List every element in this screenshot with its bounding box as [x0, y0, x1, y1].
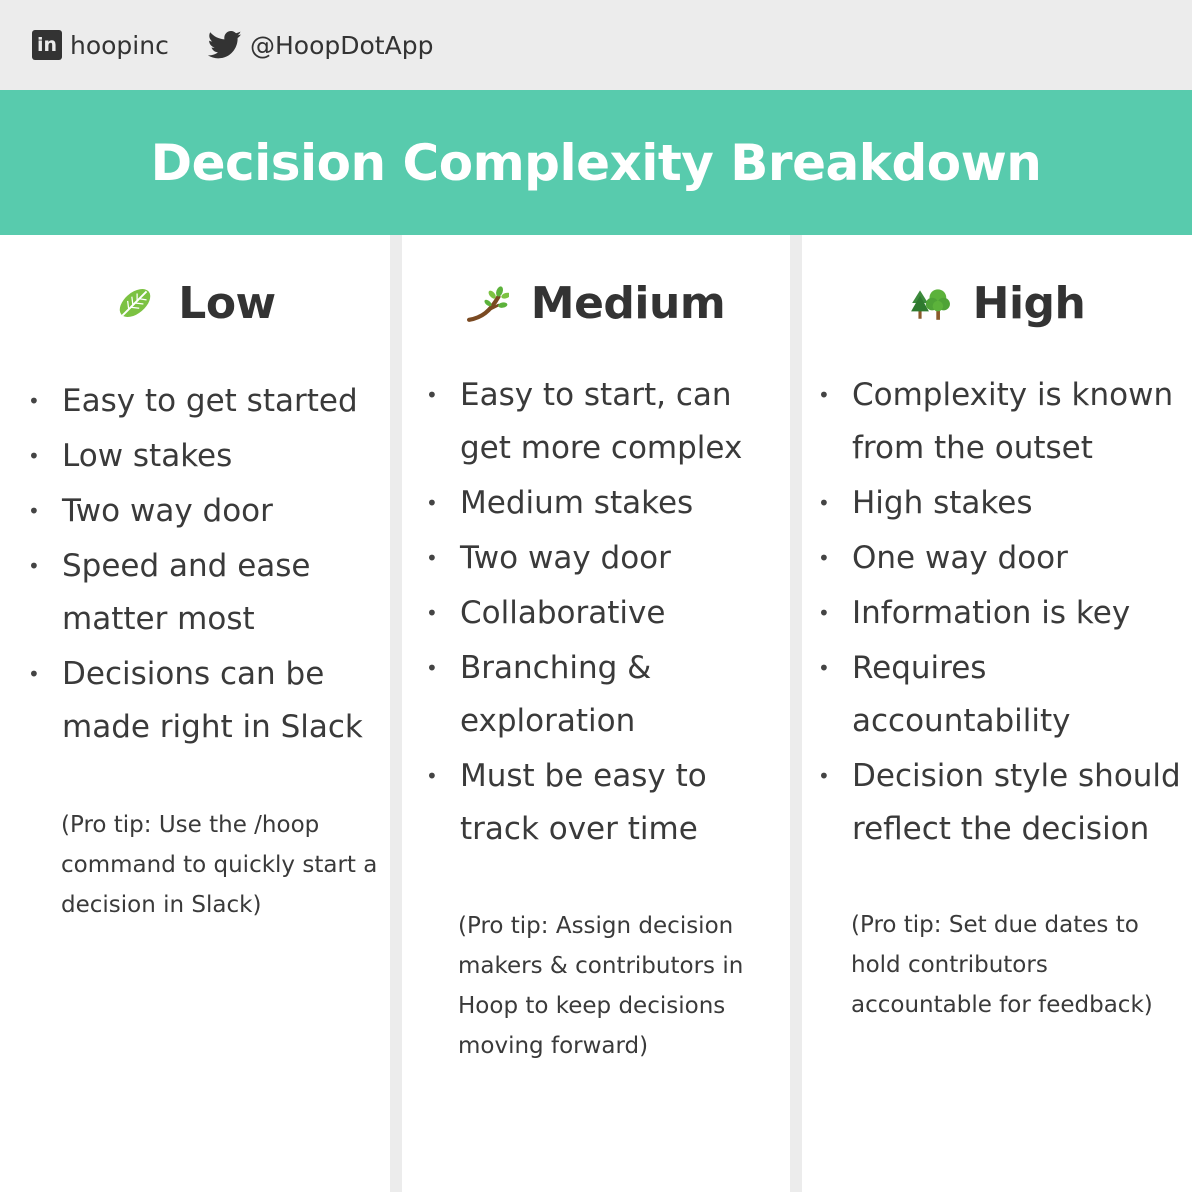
column-heading: Low [178, 277, 276, 329]
trees-icon [909, 282, 951, 324]
list-item: • Decision style should reflect the decision [818, 750, 1188, 856]
list-item: • Speed and ease matter most [28, 540, 378, 646]
column-header [0, 275, 390, 331]
twitter-icon [208, 30, 242, 60]
column-header [402, 275, 790, 331]
points-list [426, 369, 778, 858]
list-item: • Two way door [28, 485, 378, 538]
column-high [802, 235, 1192, 1192]
pro-tip: (Pro tip: Assign decision makers & contributors in Hoop to keep decisions moving forward) [458, 913, 744, 1059]
list-item: • Must be easy to track over time [426, 750, 778, 856]
twitter-link[interactable] [208, 28, 433, 62]
leaf-icon [114, 282, 156, 324]
list-item: • Easy to start, can get more complex [426, 369, 778, 475]
branch-icon [467, 282, 509, 324]
list-item: • Two way door [426, 532, 778, 585]
column-header [802, 275, 1192, 331]
column-medium [402, 235, 790, 1192]
list-item: • Decisions can be made right in Slack [28, 648, 378, 754]
list-item: • Medium stakes [426, 477, 778, 530]
linkedin-handle: hoopinc [70, 30, 169, 60]
page-title: Decision Complexity Breakdown [150, 133, 1042, 192]
linkedin-link[interactable] [32, 28, 169, 62]
pro-tip: (Pro tip: Use the /hoop command to quickly start a decision in Slack) [61, 812, 378, 918]
list-item: • Information is key [818, 587, 1188, 640]
title-banner [0, 90, 1192, 235]
twitter-handle: @HoopDotApp [250, 30, 434, 60]
pro-tip: (Pro tip: Set due dates to hold contributors accountable for feedback) [851, 912, 1153, 1018]
list-item: • High stakes [818, 477, 1188, 530]
list-item: • Easy to get started [28, 375, 378, 428]
column-heading: Medium [530, 277, 726, 329]
list-item: • Branching & exploration [426, 642, 778, 748]
linkedin-icon: in [32, 30, 62, 60]
list-item: • One way door [818, 532, 1188, 585]
points-list [818, 369, 1188, 858]
list-item: • Complexity is known from the outset [818, 369, 1188, 475]
column-heading: High [972, 277, 1086, 329]
column-low [0, 235, 390, 1192]
top-bar [0, 0, 1192, 90]
list-item: • Low stakes [28, 430, 378, 483]
list-item: • Requires accountability [818, 642, 1188, 748]
list-item: • Collaborative [426, 587, 778, 640]
points-list [28, 375, 378, 756]
